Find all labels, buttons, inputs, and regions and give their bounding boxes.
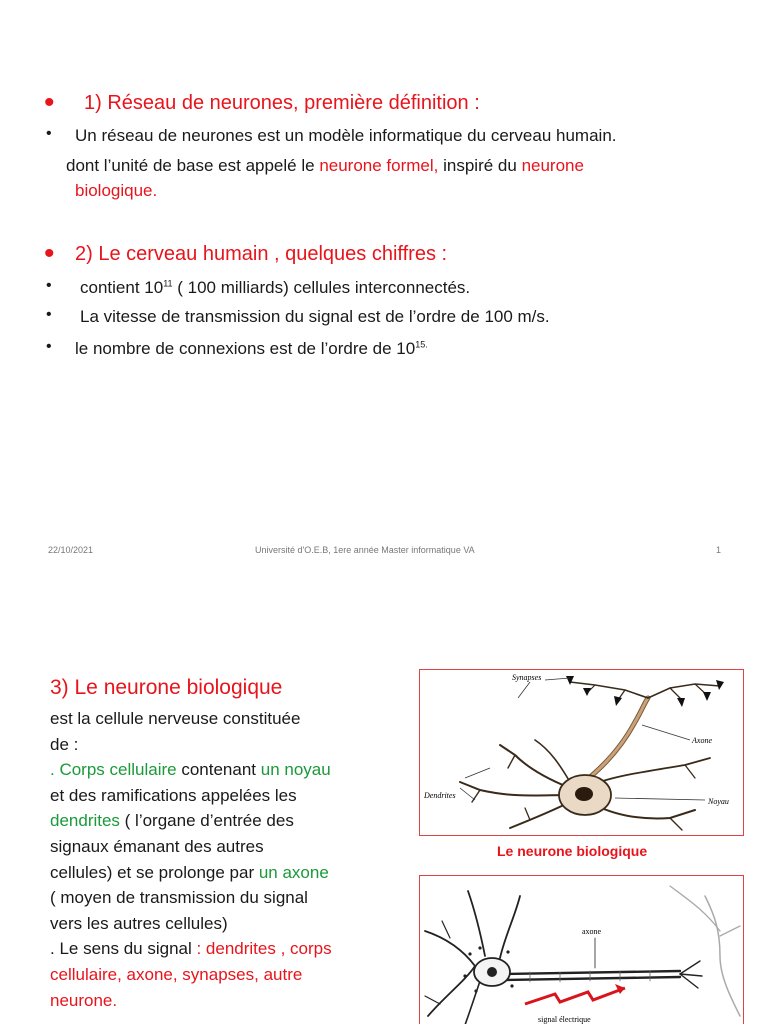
highlighted-term: . Corps cellulaire	[50, 760, 177, 780]
description-text: est la cellule nerveuse constituée	[50, 709, 301, 728]
highlighted-term: dendrites	[50, 811, 120, 831]
description-line	[50, 988, 390, 1014]
signal-figure	[419, 875, 744, 1024]
description-text: de :	[50, 734, 79, 754]
description-text: ( l’organe d’entrée des	[119, 811, 294, 831]
neurone-term: neurone	[521, 156, 584, 175]
bullet: •	[44, 86, 55, 119]
footer-page-number: 1	[716, 545, 722, 555]
description-line	[50, 936, 390, 962]
description-line	[50, 834, 390, 860]
neuron-illustration	[420, 670, 743, 835]
label-signal-electrique: signal électrique	[538, 1015, 591, 1024]
description-text: cellules) et se prolonge par	[50, 862, 259, 882]
fact-text: le nombre de connexions est de l’ordre de 10	[75, 339, 416, 358]
description-line	[50, 808, 390, 834]
label-axone: axone	[582, 927, 602, 936]
exponent: 15.	[415, 339, 428, 350]
description-text: ( moyen de transmission du signal	[50, 888, 308, 908]
signal-illustration	[420, 876, 743, 1024]
highlighted-term: cellulaire, axone, synapses, autre	[50, 964, 303, 984]
description-text: . Le sens du signal	[50, 939, 197, 959]
heading-reseau-de-neurones: 1) Réseau de neurones, première définition :	[84, 92, 480, 114]
figure-caption: Le neurone biologique	[497, 843, 648, 859]
bullet: •	[46, 277, 52, 294]
definition-line-1: Un réseau de neurones est un modèle informatique du cerveau humain.	[75, 126, 617, 145]
definition-line-2	[66, 156, 584, 176]
description-line	[50, 962, 390, 988]
biologique-term: biologique.	[75, 181, 158, 200]
description-line	[50, 783, 390, 809]
description-text: signaux émanant des autres	[50, 836, 264, 856]
description-line	[50, 911, 390, 937]
footer-university: Université d'O.E.B, 1ere année Master informatique VA	[255, 545, 475, 555]
description-line	[50, 885, 390, 911]
definition-text: inspiré du	[438, 156, 522, 175]
description-line	[50, 706, 390, 732]
fact-connections	[75, 339, 428, 359]
highlighted-term: un axone	[258, 862, 329, 882]
label-axone: Axone	[692, 736, 712, 745]
footer-date: 22/10/2021	[48, 545, 94, 555]
fact-cells	[80, 278, 470, 298]
fact-text: contient 10	[80, 278, 164, 297]
slide-title: 3) Le neurone biologique	[50, 676, 283, 699]
description-text: et des ramifications appelées les	[50, 785, 297, 805]
description-line	[50, 732, 390, 758]
exponent: 11	[163, 278, 173, 289]
highlighted-term: un noyau	[260, 760, 331, 780]
neuron-figure	[419, 669, 744, 836]
fact-text: ( 100 milliards) cellules interconnectés.	[172, 278, 471, 297]
definition-text: dont l’unité de base est appelé le	[66, 156, 320, 175]
label-dendrites: Dendrites	[424, 791, 456, 800]
label-noyau: Noyau	[708, 797, 729, 806]
bullet: •	[46, 338, 52, 355]
bullet: •	[46, 306, 52, 323]
label-synapses: Synapses	[512, 673, 542, 682]
description-line	[50, 860, 390, 886]
bullet: •	[46, 125, 52, 142]
highlighted-term: : dendrites , corps	[196, 939, 332, 959]
heading-cerveau-humain: 2) Le cerveau humain , quelques chiffres :	[75, 243, 448, 265]
fact-speed: La vitesse de transmission du signal est de l’ordre de 100 m/s.	[80, 307, 550, 326]
neurone-description	[50, 706, 390, 1013]
description-text: contenant	[176, 760, 261, 780]
description-line	[50, 757, 390, 783]
bullet: •	[44, 237, 55, 270]
description-text: vers les autres cellules)	[50, 913, 228, 933]
neurone-formel-term: neurone formel,	[319, 156, 439, 175]
highlighted-term: neurone.	[50, 990, 118, 1010]
